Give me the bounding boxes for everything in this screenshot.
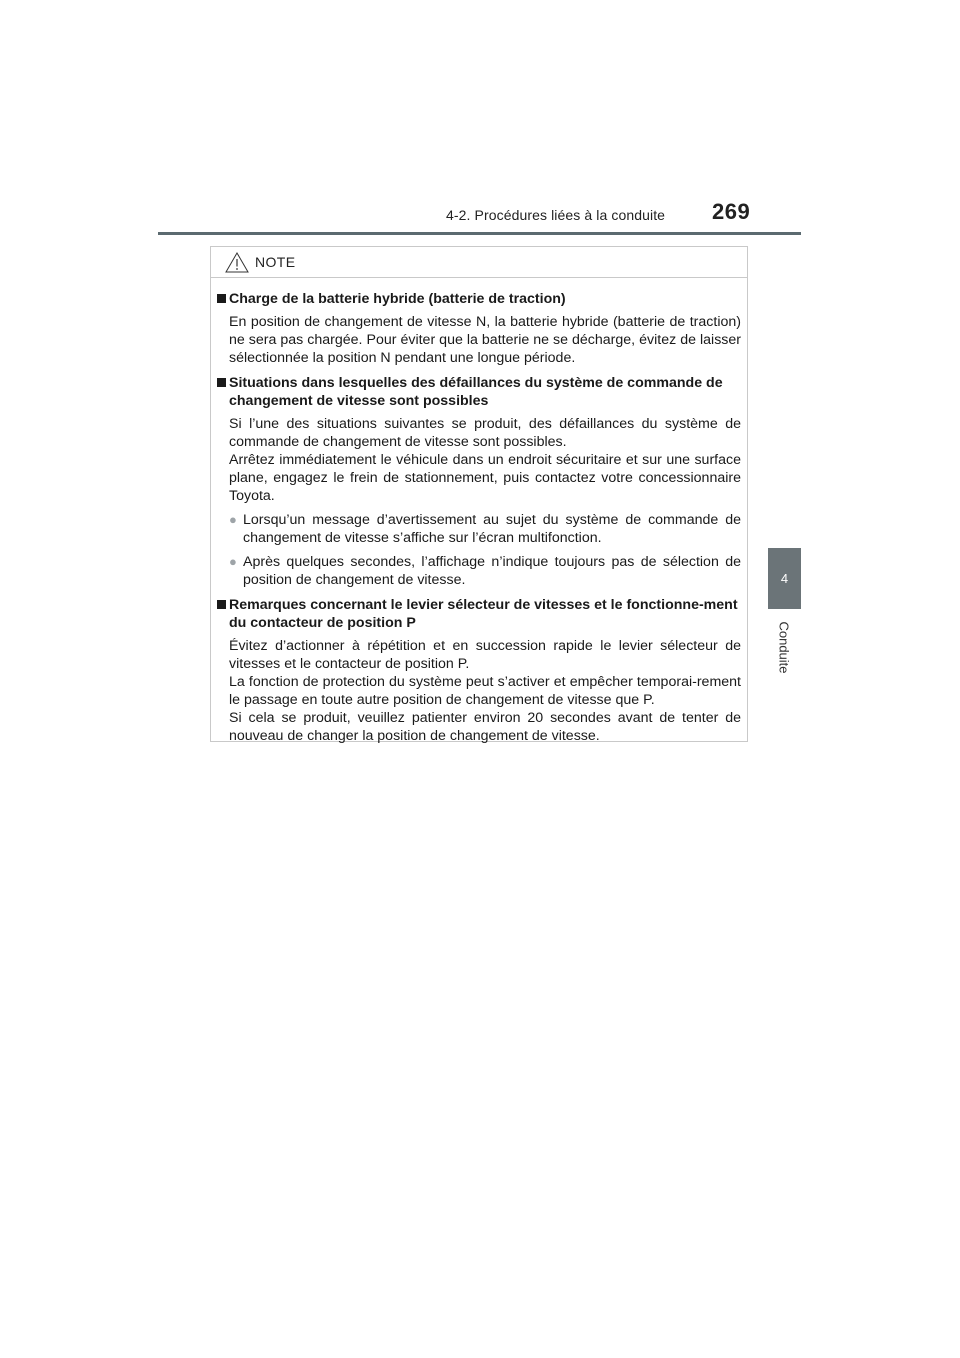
section-title: Charge de la batterie hybride (batterie de traction)	[217, 290, 741, 308]
square-bullet-icon	[217, 294, 226, 303]
square-bullet-icon	[217, 378, 226, 387]
note-section	[217, 290, 741, 367]
circle-bullet-icon: ●	[229, 554, 237, 569]
note-section	[217, 374, 741, 589]
page-number: 269	[712, 199, 751, 224]
section-heading: 4-2. Procédures liées à la conduite	[446, 207, 666, 223]
section-paragraph: Évitez d’actionner à répétition et en succession rapide le levier sélecteur de vitesses et le contacteur de position P. La fonction de protection du système peut s’activer et empêcher temporai-rement le passage en toute autre position de changement de vitesse que P. Si cela se produit, veuillez patienter environ 20 secondes avant de tenter de nouveau de changer la position de changement de vitesse.	[229, 638, 741, 744]
section-title: Remarques concernant le levier sélecteur de vitesses et le fonctionne-ment du contacteur de position P	[217, 596, 741, 632]
section-paragraph: Si l’une des situations suivantes se produit, des défaillances du système de commande de changement de vitesse sont possibles. Arrêtez immédiatement le véhicule dans un endroit sécuritaire et sur une surface plane, engagez le frein de stationnement, puis contactez votre concessionnaire Toyota.	[229, 416, 741, 504]
section-title: Situations dans lesquelles des défaillances du système de commande de changement de vitesse sont possibles	[217, 374, 741, 410]
chapter-tab[interactable]	[768, 548, 801, 609]
list-item: ● Lorsqu’un message d’avertissement au sujet du système de commande de changement de vitesse s’affiche sur l’écran multifonction.	[229, 512, 741, 546]
note-body	[211, 278, 747, 745]
note-title: NOTE	[255, 254, 296, 270]
list-item: ● Après quelques secondes, l’affichage n’indique toujours pas de sélection de position de changement de vitesse.	[229, 554, 741, 588]
square-bullet-icon	[217, 600, 226, 609]
chapter-number: 4	[780, 571, 789, 586]
warning-triangle-icon	[225, 252, 249, 273]
note-section	[217, 596, 741, 745]
note-box	[210, 246, 748, 742]
note-header	[211, 247, 747, 278]
section-paragraph: En position de changement de vitesse N, la batterie hybride (batterie de traction) ne sera pas chargée. Pour éviter que la batterie ne se décharge, évitez de laisser sélectionnée la position N pendant une longue période.	[229, 314, 741, 366]
header-divider	[158, 232, 801, 235]
circle-bullet-icon: ●	[229, 512, 237, 527]
chapter-label: Conduite	[777, 620, 793, 674]
